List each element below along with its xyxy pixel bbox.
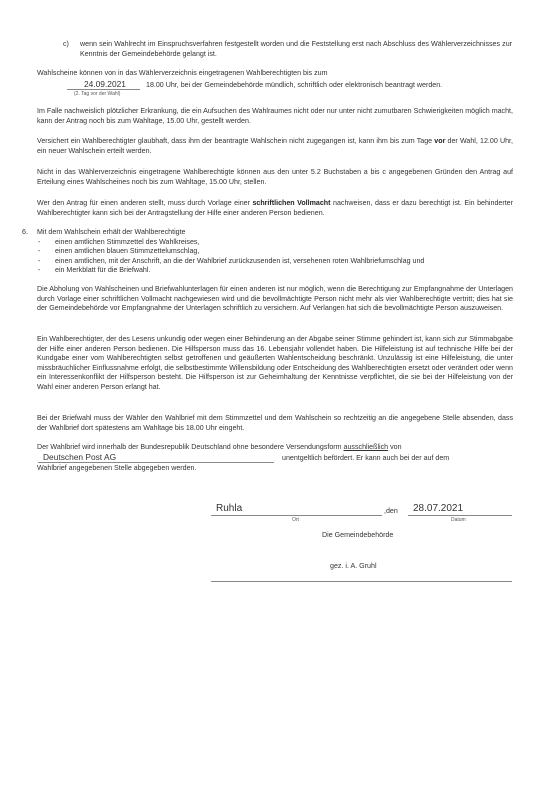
wahlscheine-intro: Wahlscheine können von in das Wählerverzeichnis eingetragenen Wahlberechtigten bis zum bbox=[37, 69, 328, 77]
den-label: ,den bbox=[384, 507, 398, 515]
section-6-heading: Mit dem Wahlschein erhält der Wahlberechtigte bbox=[37, 228, 186, 236]
ort-caption: Ort bbox=[292, 517, 299, 523]
bullet-mark: - bbox=[38, 237, 41, 246]
para-nicht-eingetragen: Nicht in das Wählerverzeichnis eingetragene Wahlberechtigte können aus den unter 5.2 Buchstaben a bis c angegebenen Gründen den Antrag auf Erteilung eines Wahlscheines noch bis zum Wahltage, 15.00 Uhr, stellen. bbox=[37, 168, 513, 186]
wahlscheine-date: 24.09.2021 bbox=[84, 79, 126, 89]
signed-label: gez. i. A. Gruhl bbox=[330, 562, 377, 570]
bullet-item: einen amtlichen blauen Stimmzettelumschlag, bbox=[55, 247, 200, 255]
section-6-number: 6. bbox=[22, 228, 28, 236]
para-briefwahl: Bei der Briefwahl muss der Wähler den Wahlbrief mit dem Stimmzettel und dem Wahlschein so rechtzeitig an die angegebene Stelle absenden, dass der Wahlbrief dort spätestens am Wahltage bis 18.00 Uhr eingeht. bbox=[37, 414, 513, 432]
ort-field: Ruhla bbox=[216, 503, 243, 514]
bullet-item: ein Merkblatt für die Briefwahl. bbox=[55, 266, 151, 274]
para-versichert-a: Versichert ein Wahlberechtigter glaubhaft, dass ihm der beantragte Wahlschein nicht zugegangen ist, kann ihm bis zum Tage bbox=[37, 137, 433, 145]
para-wahlbrief-c: unentgeltlich befördert. Er kann auch bei der auf dem bbox=[282, 454, 450, 462]
datum-line bbox=[408, 515, 512, 516]
datum-caption: Datum bbox=[451, 517, 466, 523]
bullet-item: einen amtlichen Stimmzettel des Wahlkreises, bbox=[55, 237, 200, 246]
bullet-mark: - bbox=[38, 256, 41, 265]
para-wahlbrief-underlined: ausschließlich bbox=[343, 443, 389, 451]
signature-line bbox=[211, 581, 512, 582]
datum-field: 28.07.2021 bbox=[413, 503, 464, 514]
para-wahlbrief-a: Der Wahlbrief wird innerhalb der Bundesrepublik Deutschland ohne besondere Versendungsform bbox=[37, 443, 342, 451]
para-abholung: Die Abholung von Wahlscheinen und Briefwahlunterlagen für einen anderen ist nur möglich, wenn die Berechtigung zur Empfangnahme der Unterlagen durch Vorlage einer schriftlichen Vollmacht nachgewiesen wird und die bevollmächtigte Person nicht mehr als vier Wahlberechtigte vertritt; dies hat sie der Gemeindebehörde vor Empfangnahme der Unterlagen schriftlich zu versichern. Auf Verlangen hat sich die bevollmächtigte Person auszuweisen. bbox=[37, 285, 513, 313]
bullet-mark: - bbox=[38, 247, 41, 255]
para-wahlbrief-b: von bbox=[390, 443, 402, 451]
para-vollmacht bbox=[37, 199, 513, 218]
authority-label: Die Gemeindebehörde bbox=[322, 531, 394, 539]
item-c-label: c) bbox=[63, 40, 69, 48]
para-erkrankung: Im Falle nachweislich plötzlicher Erkrankung, die ein Aufsuchen des Wahlraumes nicht oder nur unter nicht zumutbaren Schwierigkeiten möglich macht, kann der Antrag noch bis zum Wahltage, 15.00 Uhr, gestellt werden. bbox=[37, 107, 513, 125]
wahlscheine-after: 18.00 Uhr, bei der Gemeindebehörde mündlich, schriftlich oder elektronisch beantragt werden. bbox=[146, 81, 443, 89]
para-versichert bbox=[37, 137, 513, 156]
carrier-line bbox=[38, 462, 274, 463]
para-lesens: Ein Wahlberechtigter, der des Lesens unkundig oder wegen einer Behinderung an der Abgabe seiner Stimme gehindert ist, kann sich zur Stimmabgabe der Hilfe einer anderen Person bedienen. Die Hilfsperson muss das 16. Lebensjahr vollendet haben. Die Hilfeleistung ist auf technische Hilfe bei der Kundgabe einer vom Wahlberechtigten selbst getroffenen und geäußerten Wahlentscheidung beschränkt. Unzulässig ist eine Hilfeleistung, die unter missbräuchlicher Einflussnahme erfolgt, die selbstbestimmte Willensbildung oder Entscheidung des Wahlberechtigten ersetzt oder verändert oder wenn ein Interessenkonflikt der Hilfsperson besteht. Die Hilfsperson ist zur Geheimhaltung der Kenntnisse verpflichtet, die sie bei der Hilfeleistung von der Wahl einer anderen Person erlangt hat. bbox=[37, 335, 513, 391]
ort-line bbox=[211, 515, 382, 516]
bullet-mark: - bbox=[38, 266, 41, 274]
carrier-field: Deutschen Post AG bbox=[43, 452, 117, 462]
bullet-item: einen amtlichen, mit der Anschrift, an die der Wahlbrief zurückzusenden ist, versehenen roten Wahlbriefumschlag und bbox=[55, 256, 425, 265]
para-versichert-b: der Wahl, 12.00 Uhr, ein neuer Wahlschein erteilt werden. bbox=[37, 137, 513, 155]
para-wahlbrief-d: Wahlbrief angegebenen Stelle abgegeben werden. bbox=[37, 464, 197, 472]
wahlscheine-date-caption: (2. Tag vor der Wahl) bbox=[74, 91, 121, 97]
para-vollmacht-bold: schriftlichen Vollmacht bbox=[252, 199, 331, 207]
wahlscheine-date-line bbox=[67, 89, 140, 90]
para-vollmacht-b: nachweisen, dass er dazu berechtigt ist. Ein behinderter Wahlberechtigter kann sich bei der Antragstellung der Hilfe einer anderen Person bedienen. bbox=[37, 199, 513, 217]
item-c-text: wenn sein Wahlrecht im Einspruchsverfahren festgestellt worden und die Feststellung erst nach Abschluss des Wählerverzeichnisses zur Kenntnis der Gemeindebehörde gelangt ist. bbox=[80, 40, 512, 58]
para-versichert-bold: vor bbox=[434, 137, 446, 145]
para-vollmacht-a: Wer den Antrag für einen anderen stellt, muss durch Vorlage einer bbox=[37, 199, 250, 207]
